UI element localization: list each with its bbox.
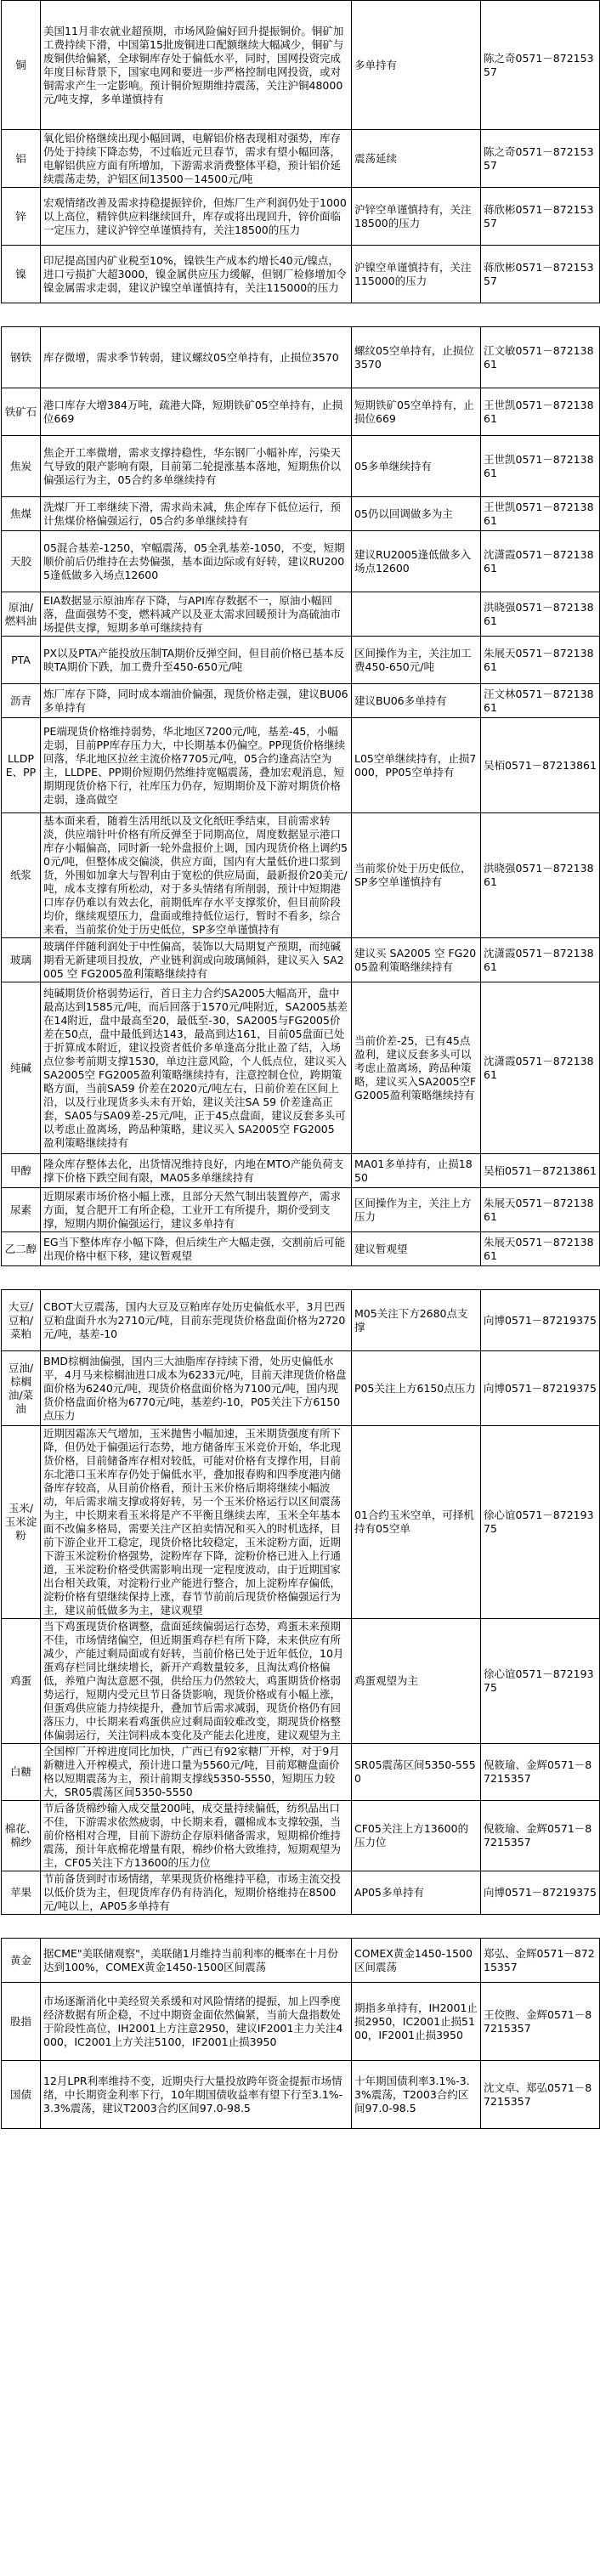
strategy-view: 01合约玉米空单，可择机持有05空单 (352, 1426, 481, 1619)
analyst-contact: 倪筱瑜、金辉0571－87215357 (481, 1801, 600, 1871)
commodity-name: 国债 (2, 2061, 41, 2129)
commodity-name: 钢铁 (2, 327, 41, 388)
analysis-text: 基本面来看，随着生活用纸以及文化纸旺季结束，目前需求转淡，供应端针叶价格有所反弹至于同期高位，周度数据显示港口库存小幅偏高，同时新一轮外盘报价上调，国内现货价格上调约50元/吨，但整体成交偏淡，供应方面，国内有大量低价进口浆到货，外围如加拿大与智利由于宽松的供应局面，最新报价20美元/吨，成本支撑有所松动，对于多头情绪有所削弱，预计中短期港口库存仍难以有效去化，前期低库存水平支撑浆价，但目前阶段均价，继续观望压力，盘面或维持低位运行，暂时不看多，综合来看，当前浆价处于历史低位，SP多空单谨慎持有 (41, 813, 352, 938)
analysis-text: 港口库存大增384万吨，疏港大降，短期铁矿05空单持有，止损位669 (41, 388, 352, 436)
analysis-text: 近期因霜冻天气增加，玉米抛售小幅加速，玉米期货强度有所下降，但仍处于偏强运行态势，地方储备库玉米竞价开始，华北现货价格，目前储备库存相对较低，可能对价格有支撑作用，目前东北港口玉米库存仍处于偏低水平，叠加报春购和四季度港内储备库存较高，从目前价格看，预计玉米价格后期将继续小幅波动，年后需求端支撑或将好转，另一个玉米价格运行以区间震荡为主，中长期来看玉米将是产不平衡且继续去库，玉米全年基本面不改偏多格局，需要关注产区拍卖情况和买入的时机选择，目前下游企业开工稳定，现货价格比较稳定，玉米淀粉方面，近期下游玉米淀粉价格强势，淀粉库存下降，淀粉价格已进入上行通道，玉米淀粉价格受供需影响出现一定程度波动，由于近期国家出台相关政策，对淀粉行业产能进行整合，加上淀粉库存偏低，淀粉价格有望继续保持上涨，春节节前前后现货价格偏强运行为主，建议前低做多为主，建议观望 (41, 1426, 352, 1619)
research-table (1, 0, 600, 2129)
analyst-contact: 向博0571－87219375 (481, 1351, 600, 1426)
commodity-name: 原油/燃料油 (2, 592, 41, 637)
analysis-text: 近期尿素市场价格小幅上涨，且部分天然气制出装置停产，需求方面，复合肥开工有所企稳，工业开工有所提升，期价受到支撑，短期内期价偏强运行，建议多单持有 (41, 1188, 352, 1232)
strategy-view: SR05震荡区间5350-5550 (352, 1744, 481, 1801)
strategy-view: 建议暂观望 (352, 1232, 481, 1266)
table-row (2, 1232, 600, 1266)
strategy-view: AP05多单持有 (352, 1871, 481, 1915)
table-row (2, 1154, 600, 1188)
commodity-name: 玻璃 (2, 938, 41, 982)
analyst-contact: 向博0571－87219375 (481, 1871, 600, 1915)
analysis-text: 氧化铝价格继续出现小幅回调，电解铝价格表现相对强势，库存仍处于持续下降态势，不过临近元旦春节，需求有望小幅回落，电解铝供应方面有所增加，下游需求消费整体平稳，预计铝价延续震荡走势，沪铝区间13500－14500元/吨 (41, 130, 352, 188)
commodity-name: 纸浆 (2, 813, 41, 938)
commodity-name: 尿素 (2, 1188, 41, 1232)
analyst-contact: 徐心谊0571－87219375 (481, 1619, 600, 1744)
table-row (2, 813, 600, 938)
strategy-view: 多单持有 (352, 1, 481, 130)
analyst-contact: 吴栢0571－87213861 (481, 718, 600, 813)
analysis-text: 纯碱期货价格弱势运行，首日主力合约SA2005大幅高开，盘中最高达到1585元/吨，而后回落于1570元/吨附近，SA2005基差在14附近，盘中最高至20，最低至-30，SA2005与FG2005价差在50点，盘中最低到达143，最高到达161，目前05盘面已处于折算成本附近，建议投资者低价多单逢高分批止盈了结，入场点位参考前期支撑1530，单边注意风险，个人低点位，建议买入SA2005空 FG2005盈利策略继续持有，注意控制仓位，跨期策略方面，当前SA59 价差在2020元/吨左右，日前价差在区间上沿，以及行业现货多头未有开始，建议关注SA 59 价差逢高正套，SA05与SA09差-25元/吨，正于45点盘面，建议反套多头可以考虑止盈离场，跨品种策略，建议买入 SA2005空 FG2005 盈利策略继续持有 (41, 982, 352, 1154)
commodity-name: 铁矿石 (2, 388, 41, 436)
table-row (2, 982, 600, 1154)
strategy-view: 05多单继续持有 (352, 436, 481, 497)
table-row (2, 188, 600, 246)
group-separator (2, 1915, 600, 1939)
analyst-contact: 沈潇霞0571－87213861 (481, 982, 600, 1154)
strategy-view: 当前浆价处于历史低位，SP多空单谨慎持有 (352, 813, 481, 938)
strategy-view (352, 592, 481, 637)
commodity-name: 豆油/棕榈油/菜油 (2, 1351, 41, 1426)
table-row (2, 1, 600, 130)
strategy-view: 区间操作为主，关注上方压力 (352, 1188, 481, 1232)
analysis-text: EG当下整体库存小幅下降，但后续生产大幅走强，交割前后可能出现价格中枢下移，建议暂观望 (41, 1232, 352, 1266)
analysis-text: 节后备货棉纱输入成交量200吨，成交量持续偏低，纺织品出口不佳，下游需求依然疲弱，中长期来看，疆棉成本支撑较强，当前价格相对合理，目前下游纺企存原料储备需求，短期棉价维持震荡，预计年底棉花增量有限，棉纱价格大致维持，短期观望为主，CF05关注下方13600的压力位 (41, 1801, 352, 1871)
table-row (2, 531, 600, 592)
analyst-contact: 沈潇霞0571－87213861 (481, 938, 600, 982)
analysis-text: 玻璃伴伴随利润处于中性偏高，装饰以大局期复产预期，而纯碱期看无新建项目投放，产业链利润或向玻璃倾斜，建议买入 SA2005 空 FG2005盈利策略继续持有 (41, 938, 352, 982)
separator-cell (2, 303, 600, 327)
strategy-view: 短期铁矿05空单持有，止损位669 (352, 388, 481, 436)
analysis-text: PE端现货价格维持弱势，华北地区7200元/吨，基差-45，小幅走弱，目前PP库存压力大，中长期基本仍偏空。PP现货价格继续回落，华北地区拉丝主流价格7705元/吨，05合约逢高沽空为主，LLDPE、PP期价短期仍然维持宽幅震荡，叠加宏观消息，短期期现货价格下行，社库压力仍存，短期期价及下游对期货价格走弱，逢高做空 (41, 718, 352, 813)
separator-cell (2, 1266, 600, 1290)
analyst-contact: 向博0571－87219375 (481, 1290, 600, 1351)
table-row (2, 1939, 600, 1983)
analysis-text: 洗煤厂开工率继续下滑，需求尚未减，焦企库存下低位运行，预计焦煤价格偏强运行，05合约多单继续持有 (41, 497, 352, 531)
analyst-contact: 江文敏0571－87213861 (481, 327, 600, 388)
table-row (2, 1983, 600, 2061)
table-row (2, 1188, 600, 1232)
group-separator (2, 303, 600, 327)
strategy-view: 沪镍空单谨慎持有，关注115000的压力 (352, 246, 481, 303)
analysis-text: 据CME"美联储观察"，美联储1月维持当前利率的概率在十月份达到100%，COMEX黄金1450-1500区间震荡 (41, 1939, 352, 1983)
table-row (2, 1351, 600, 1426)
analysis-text: 印尼提高国内矿业税至10%，镍铁生产成本约增长40元/镍点，进口亏损扩大超3000，镍金属供应压力缓解，但钢厂检修增加令镍金属需求走弱，建议沪镍空单谨慎持有，关注115000的压力 (41, 246, 352, 303)
commodity-name: 棉花、棉纱 (2, 1801, 41, 1871)
analysis-text: 市场逐渐消化中美经贸关系缓和对风险情绪的提振，加上四季度经济数据有所企稳，不过中期资金面依然偏紧，当前大盘指数处于阶段性高位，IH2001上方注意2950，建议IF2001主力关注4000，IC2001上方关注5100，IF2001止损3950 (41, 1983, 352, 2061)
analyst-contact: 朱展天0571－87213861 (481, 1188, 600, 1232)
commodity-name: 镍 (2, 246, 41, 303)
analysis-text: BMD棕榈油偏强，国内三大油脂库存持续下滑，处历史偏低水平，4月马来棕榈油进口成本为6233元/吨，目前天津现货价格盘面价格为6240元/吨，现货价格盘面价格为7100元/吨，国内现货价格盘面价格为6770元/吨，基差约-10，P05关注下方6150点压力 (41, 1351, 352, 1426)
analyst-contact: 洪晓强0571－87213861 (481, 592, 600, 637)
table-row (2, 1290, 600, 1351)
analysis-text: 焦企开工率微增，需求支撑持稳性，华东钢厂小幅补库，污染天气导致的限产影响有限，目前第二轮提涨基本落地，短期焦价以偏强运行为主，05合约多单继续持有 (41, 436, 352, 497)
group-separator (2, 1266, 600, 1290)
analysis-text: 当下鸡蛋现货价格调整，盘面延续偏弱运行态势，鸡蛋未来预期不佳，市场情绪偏空，但近期蛋鸡存栏有所下降，未来供应有所减少，产能过剩局面或有好转，当前价格已处于近年低位，10月蛋鸡存栏同比继续增长，新开产鸡数量较多，且淘汰鸡价格偏低，养殖户淘汰意愿不强，供给压力仍然较大，鸡蛋期货价格弱势运行，短期内受元旦节日备货影响，现货价格或有小幅上涨，但蛋鸡供应能力持续提升，叠加节后需求减弱，现货价格仍有回落压力，中长期来看鸡蛋供应过剩局面较难改变，期现货价格整体偏弱运行，关注饲料成本变化及产能去化进度，建议观望为主 (41, 1619, 352, 1744)
strategy-view: 建议买 SA2005 空 FG2005盈利策略继续持有 (352, 938, 481, 982)
commodity-name: 沥青 (2, 684, 41, 718)
analyst-contact: 沈文卓、郑弘0571－87215357 (481, 2061, 600, 2129)
commodity-name: 白糖 (2, 1744, 41, 1801)
commodity-name: 玉米/玉米淀粉 (2, 1426, 41, 1619)
commodity-name: PTA (2, 637, 41, 684)
strategy-view: CF05关注上方13600的压力位 (352, 1801, 481, 1871)
commodity-name: 焦煤 (2, 497, 41, 531)
analyst-contact: 朱展天0571－87213861 (481, 637, 600, 684)
table-row (2, 1619, 600, 1744)
analyst-contact: 王世凯0571－87213861 (481, 497, 600, 531)
analysis-text: 宏观情绪改善及需求持稳提振锌价，但炼厂生产利润仍处于1000以上高位，精锌供应料继续回升，库存或将出现回升，锌价面临一定压力，建议沪锌空单谨慎持有，关注18500的压力 (41, 188, 352, 246)
analyst-contact: 郑弘、金辉0571－87215357 (481, 1939, 600, 1983)
commodity-name: 黄金 (2, 1939, 41, 1983)
separator-cell (2, 1915, 600, 1939)
analyst-contact: 沈潇霞0571－87213861 (481, 531, 600, 592)
table-row (2, 1801, 600, 1871)
table-row (2, 388, 600, 436)
analyst-contact: 陈之奇0571－87215357 (481, 130, 600, 188)
analysis-text: 全国榨厂开榨进度同比加快，广西已有92家糖厂开榨，对于9月新糖进入开榨模式，预计进口量为5560元/吨，目前郑糖盘面价格以短期震荡为主，预计前期支撑线5350-5550，短期压力较大，SR05震荡区间5350-5550 (41, 1744, 352, 1801)
analyst-contact: 王世凯0571－87213861 (481, 388, 600, 436)
commodity-name: 大豆/豆粕/菜粕 (2, 1290, 41, 1351)
analysis-text: 隆众库存整体去化，出货情况维持良好，内地在MTO产能负荷支撑下价格下跌空间有限，MA05多单继续持有 (41, 1154, 352, 1188)
strategy-view: P05关注上方6150点压力 (352, 1351, 481, 1426)
analysis-text: 12月LPR利率维持不变，近期央行大量投放跨年资金提振市场情绪，中长期资金利率下行，10年期国债收益率有望下行至3.1%-3.3%震荡，建议T2003合约区间97.0-98.5 (41, 2061, 352, 2129)
table-row (2, 436, 600, 497)
strategy-view: 建议BU06多单持有 (352, 684, 481, 718)
table-row (2, 1744, 600, 1801)
strategy-view: 沪锌空单谨慎持有，关注18500的压力 (352, 188, 481, 246)
table-row (2, 1426, 600, 1619)
analysis-text: 库存微增，需求季节转弱，建议螺纹05空单持有，止损位3570 (41, 327, 352, 388)
commodity-name: 锌 (2, 188, 41, 246)
commodity-name: 股指 (2, 1983, 41, 2061)
commodity-name: 焦炭 (2, 436, 41, 497)
table-row (2, 592, 600, 637)
table-row (2, 718, 600, 813)
strategy-view: 震荡延续 (352, 130, 481, 188)
strategy-view: MA01多单持有，止损1850 (352, 1154, 481, 1188)
commodity-name: 天胶 (2, 531, 41, 592)
strategy-view: L05空单继续持有，止损7000，PP05空单持有 (352, 718, 481, 813)
table-row (2, 497, 600, 531)
analyst-contact: 徐心谊0571－87219375 (481, 1426, 600, 1619)
analysis-text: CBOT大豆震荡，国内大豆及豆粕库存处历史偏低水平，3月巴西豆粕盘面升水为2710元/吨，目前东莞现货价格盘面价格为2720元/吨，基差-10 (41, 1290, 352, 1351)
strategy-view: 螺纹05空单持有，止损位3570 (352, 327, 481, 388)
strategy-view: 当前价差-25，已有45点盈利，建议反套多头可以考虑止盈离场，跨品种策略，建议买入SA2005空FG2005盈利策略继续持有 (352, 982, 481, 1154)
table-row (2, 130, 600, 188)
commodity-name: 乙二醇 (2, 1232, 41, 1266)
strategy-view: 区间操作为主，关注加工费450-650元/吨 (352, 637, 481, 684)
table-row (2, 2061, 600, 2129)
strategy-view: COMEX黄金1450-1500区间震荡 (352, 1939, 481, 1983)
commodity-name: LLDPE、PP (2, 718, 41, 813)
table-body (2, 1, 600, 2129)
analyst-contact: 王佼煦、金辉0571－87215357 (481, 1983, 600, 2061)
commodity-name: 苹果 (2, 1871, 41, 1915)
analysis-text: 05混合基差-1250，窄幅震荡，05全乳基差-1050，不变，短期顺价前后仍维持在去势偏强，基本面边际或有好转，建议RU2005逢低做多入场点12600 (41, 531, 352, 592)
commodity-name: 铜 (2, 1, 41, 130)
strategy-view: 鸡蛋观望为主 (352, 1619, 481, 1744)
table-row (2, 1871, 600, 1915)
commodity-name: 铝 (2, 130, 41, 188)
analysis-text: EIA数据显示原油库存下降，与API库存数据不一，原油小幅回落，盘面强势不变，燃料减产以及亚太需求回暖预计为高硫油市场提供支撑，短期多单可继续持有 (41, 592, 352, 637)
analyst-contact: 吴栢0571－87213861 (481, 1154, 600, 1188)
analyst-contact: 蒋欣彬0571－87215357 (481, 246, 600, 303)
analyst-contact: 王世凯0571－87213861 (481, 436, 600, 497)
table-row (2, 246, 600, 303)
table-row (2, 684, 600, 718)
analyst-contact: 蒋欣彬0571－87215357 (481, 188, 600, 246)
strategy-view: 05仍以回调做多为主 (352, 497, 481, 531)
commodity-name: 纯碱 (2, 982, 41, 1154)
commodity-name: 鸡蛋 (2, 1619, 41, 1744)
analyst-contact: 汪文林0571－87213861 (481, 684, 600, 718)
commodity-name: 甲醇 (2, 1154, 41, 1188)
strategy-view: M05关注下方2680点支撑 (352, 1290, 481, 1351)
table-row (2, 938, 600, 982)
analyst-contact: 洪晓强0571－87213861 (481, 813, 600, 938)
analysis-text: 节前备货到时市场情绪，苹果现货价格维持平稳，市场主流交投以低价货为主，但现货库存仍有待消化，短期价格维持在8500元/吨以上，AP05多单持有 (41, 1871, 352, 1915)
table-row (2, 327, 600, 388)
analyst-contact: 朱展天0571－87213861 (481, 1232, 600, 1266)
strategy-view: 期指多单持有，IH2001止损2950，IC2001止损5100，IF2001止损3950 (352, 1983, 481, 2061)
strategy-view: 建议RU2005逢低做多入场点12600 (352, 531, 481, 592)
analyst-contact: 倪筱瑜、金辉0571－87215357 (481, 1744, 600, 1801)
analysis-text: 美国11月非农就业超预期，市场风险偏好回升提振铜价。铜矿加工费持续下滑，中国第15批废铜进口配额继续大幅减少，铜矿与废铜供给偏紧，全球铜库存处于偏低水平，同时，国网投资完成年度目标背景下，国家电网和要进一步严格控制电网投资，或对铜需求产生一定影响。预计铜价短期维持震荡，关注沪铜48000元/吨支撑，多单谨慎持有 (41, 1, 352, 130)
strategy-view: 十年期国债利率3.1%-3.3%震荡，T2003合约区间97.0-98.5 (352, 2061, 481, 2129)
analysis-text: PX以及PTA产能投放压制TA期价反弹空间，但目前价格已基本反映TA期价下跌，加工费升至450-650元/吨 (41, 637, 352, 684)
analyst-contact: 陈之奇0571－87215357 (481, 1, 600, 130)
analysis-text: 炼厂库存下降，同时成本端油价偏强，现货价格走强，建议BU06多单持有 (41, 684, 352, 718)
table-row (2, 637, 600, 684)
